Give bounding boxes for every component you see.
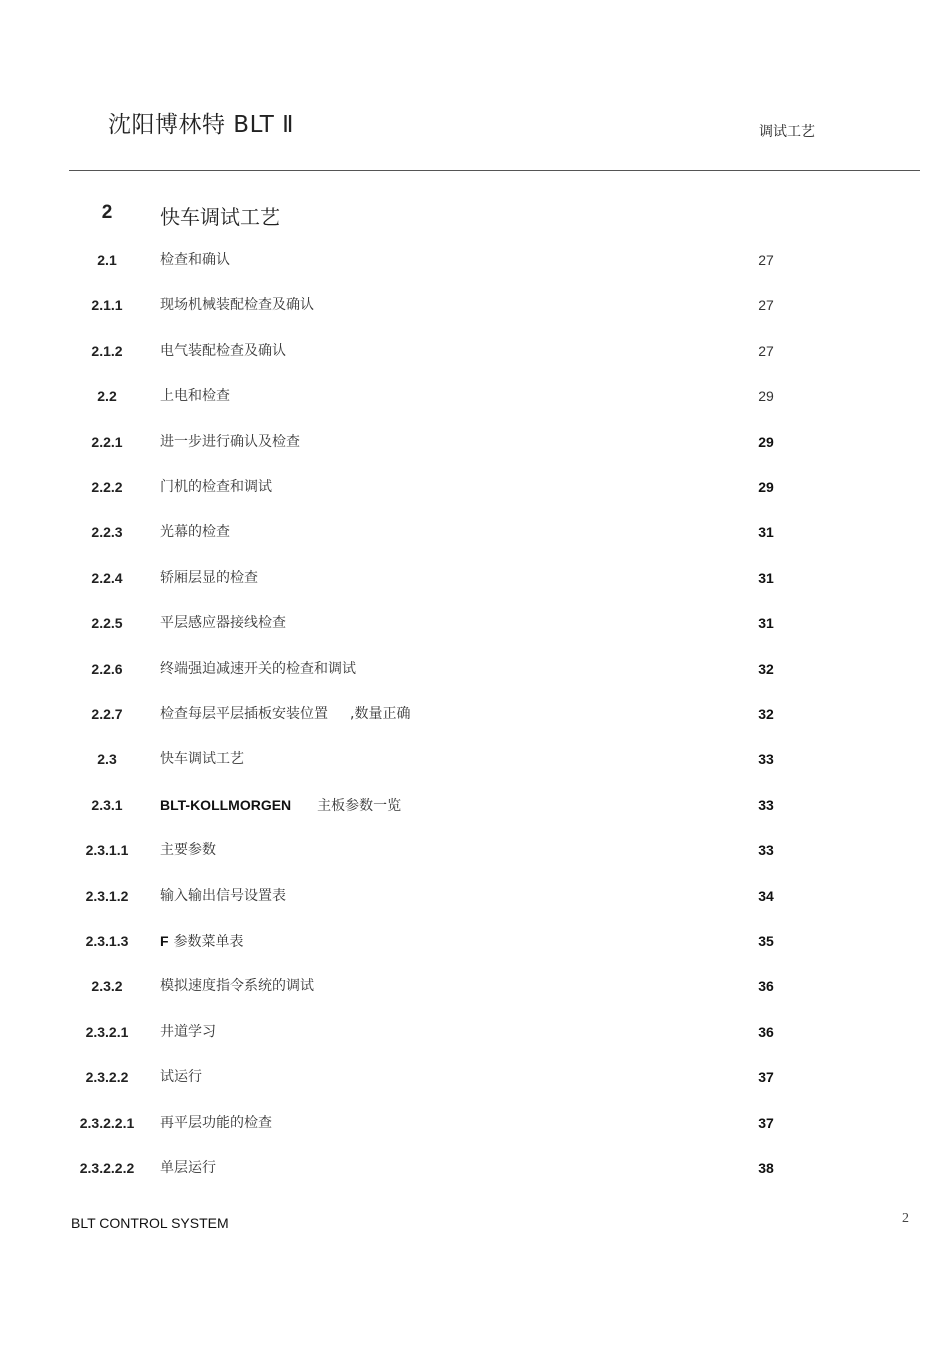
toc-entry-title-text: 参数菜单表 bbox=[173, 934, 244, 950]
chapter-number: 2 bbox=[101, 202, 113, 223]
toc-entry-title-text: 井道学习 bbox=[160, 1024, 216, 1040]
toc-entry[interactable] bbox=[0, 659, 950, 689]
toc-entry[interactable] bbox=[0, 1158, 950, 1188]
toc-entry-title bbox=[160, 976, 314, 996]
toc-entry-title bbox=[160, 477, 272, 497]
toc-entry-title-text: 光幕的检查 bbox=[160, 524, 230, 540]
toc-entry-page: 34 bbox=[758, 888, 774, 904]
toc-entry-number: 2.2.1 bbox=[91, 434, 123, 450]
toc-entry-title-text: 电气装配检查及确认 bbox=[160, 343, 286, 359]
toc-entry-title bbox=[160, 704, 410, 724]
toc-entry-page: 27 bbox=[758, 343, 774, 359]
toc-entry-title-text: 快车调试工艺 bbox=[160, 751, 244, 767]
toc-entry-number: 2.2 bbox=[97, 388, 117, 404]
toc-entry-page: 33 bbox=[758, 751, 774, 767]
toc-entry-number: 2.3.1.1 bbox=[85, 842, 129, 858]
toc-entry-page: 31 bbox=[758, 570, 774, 586]
toc-entry-number: 2.2.6 bbox=[91, 661, 123, 677]
toc-entry-title bbox=[160, 613, 286, 633]
toc-entry-title bbox=[160, 386, 230, 406]
toc-entry-title-prefix: BLT-KOLLMORGEN bbox=[160, 797, 292, 813]
toc-entry-title bbox=[160, 795, 401, 816]
toc-entry-number: 2.2.2 bbox=[91, 479, 123, 495]
toc-entry[interactable] bbox=[0, 432, 950, 462]
toc-entry-title-text: 门机的检查和调试 bbox=[160, 479, 272, 495]
toc-entry-page: 32 bbox=[758, 661, 774, 677]
toc-entry-title bbox=[160, 1022, 216, 1042]
toc-entry-title bbox=[160, 1113, 272, 1133]
toc-entry[interactable] bbox=[0, 386, 950, 416]
toc-entry-page: 38 bbox=[758, 1160, 774, 1176]
toc-entry-title-text: 轿厢层显的检查 bbox=[160, 570, 258, 586]
toc-entry-number: 2.3.1 bbox=[91, 797, 123, 813]
toc-entry-title bbox=[160, 886, 286, 906]
toc-entry-title-suffix: ,数量正确 bbox=[350, 706, 411, 722]
toc-entry-number: 2.2.5 bbox=[91, 615, 123, 631]
toc-entry-page: 37 bbox=[758, 1115, 774, 1131]
toc-entry-number: 2.1 bbox=[97, 252, 117, 268]
toc-entry-number: 2.3.1.2 bbox=[85, 888, 129, 904]
toc-entry-title-text: 上电和检查 bbox=[160, 388, 230, 404]
toc-entry[interactable] bbox=[0, 295, 950, 325]
toc-entry[interactable] bbox=[0, 250, 950, 280]
toc-entry-title-text: 主要参数 bbox=[160, 842, 216, 858]
toc-entry-page: 31 bbox=[758, 615, 774, 631]
toc-entry-page: 35 bbox=[758, 933, 774, 949]
chapter-title: 快车调试工艺 bbox=[160, 205, 280, 229]
document-header-section: 调试工艺 bbox=[759, 124, 815, 140]
toc-entry-page: 31 bbox=[758, 524, 774, 540]
toc-entry-number: 2.3.2.2 bbox=[85, 1069, 129, 1085]
toc-entry-title bbox=[160, 568, 258, 588]
toc-entry-page: 32 bbox=[758, 706, 774, 722]
toc-entry-number: 2.3 bbox=[97, 751, 117, 767]
toc-entry-title bbox=[160, 840, 216, 860]
toc-entry-title-text: 模拟速度指令系统的调试 bbox=[160, 978, 314, 994]
toc-entry-title bbox=[160, 1067, 202, 1087]
toc-entry[interactable] bbox=[0, 1113, 950, 1143]
toc-entry-page: 36 bbox=[758, 1024, 774, 1040]
toc-entry-title-text: 现场机械装配检查及确认 bbox=[160, 297, 314, 313]
document-header-title: 沈阳博林特 BLT Ⅱ bbox=[108, 112, 294, 138]
toc-entry-title-text: 终端强迫减速开关的检查和调试 bbox=[160, 661, 356, 677]
toc-entry-title-text: 检查和确认 bbox=[160, 252, 230, 268]
toc-entry-title bbox=[160, 931, 244, 952]
toc-entry-title bbox=[160, 295, 314, 315]
toc-entry-page: 29 bbox=[758, 434, 774, 450]
footer-system-name: BLT CONTROL SYSTEM bbox=[71, 1215, 229, 1231]
toc-entry[interactable] bbox=[0, 1022, 950, 1052]
toc-entry-title bbox=[160, 341, 286, 361]
toc-entry-number: 2.3.2.1 bbox=[85, 1024, 129, 1040]
toc-entry[interactable] bbox=[0, 341, 950, 371]
toc-entry-page: 37 bbox=[758, 1069, 774, 1085]
toc-entry[interactable] bbox=[0, 568, 950, 598]
toc-entry-title bbox=[160, 1158, 216, 1178]
footer-page-number: 2 bbox=[902, 1211, 909, 1226]
toc-entry-number: 2.3.2.2.1 bbox=[79, 1115, 135, 1131]
toc-entry[interactable] bbox=[0, 613, 950, 643]
toc-entry[interactable] bbox=[0, 1067, 950, 1097]
toc-entry-page: 27 bbox=[758, 252, 774, 268]
toc-entry-title-prefix: F bbox=[160, 933, 169, 949]
toc-entry-page: 36 bbox=[758, 978, 774, 994]
toc-entry[interactable] bbox=[0, 886, 950, 916]
toc-entry-title-text: 平层感应器接线检查 bbox=[160, 615, 286, 631]
toc-entry-number: 2.2.3 bbox=[91, 524, 123, 540]
header-divider bbox=[69, 170, 920, 171]
toc-entry[interactable] bbox=[0, 931, 950, 961]
toc-entry[interactable] bbox=[0, 749, 950, 779]
toc-entry-title bbox=[160, 432, 300, 452]
toc-entry-page: 33 bbox=[758, 797, 774, 813]
toc-entry[interactable] bbox=[0, 477, 950, 507]
toc-entry-title-text: 试运行 bbox=[160, 1069, 202, 1085]
toc-entry-title-text: 再平层功能的检查 bbox=[160, 1115, 272, 1131]
toc-entry-page: 27 bbox=[758, 297, 774, 313]
toc-entry[interactable] bbox=[0, 840, 950, 870]
toc-entry-title-text: 输入输出信号设置表 bbox=[160, 888, 286, 904]
toc-entry[interactable] bbox=[0, 704, 950, 734]
toc-entry-title bbox=[160, 250, 230, 270]
toc-entry-title bbox=[160, 659, 356, 679]
toc-entry-title bbox=[160, 522, 230, 542]
toc-entry-title-text: 进一步进行确认及检查 bbox=[160, 434, 300, 450]
toc-entry[interactable] bbox=[0, 522, 950, 552]
toc-entry-number: 2.1.2 bbox=[91, 343, 123, 359]
toc-entry-title bbox=[160, 749, 244, 769]
toc-entry-title-text: 单层运行 bbox=[160, 1160, 216, 1176]
toc-entry-page: 33 bbox=[758, 842, 774, 858]
toc-entry-page: 29 bbox=[758, 479, 774, 495]
toc-entry-number: 2.3.2.2.2 bbox=[79, 1160, 135, 1176]
toc-entry-number: 2.1.1 bbox=[91, 297, 123, 313]
toc-entry-title-text: 主板参数一览 bbox=[317, 798, 402, 814]
toc-entry-page: 29 bbox=[758, 388, 774, 404]
toc-entry-number: 2.3.2 bbox=[91, 978, 123, 994]
toc-entry-number: 2.2.4 bbox=[91, 570, 123, 586]
toc-entry-number: 2.3.1.3 bbox=[85, 933, 129, 949]
toc-entry-title-text: 检查每层平层插板安装位置 bbox=[160, 706, 328, 722]
toc-entry-number: 2.2.7 bbox=[91, 706, 123, 722]
toc-entry[interactable] bbox=[0, 795, 950, 825]
toc-entry[interactable] bbox=[0, 976, 950, 1006]
